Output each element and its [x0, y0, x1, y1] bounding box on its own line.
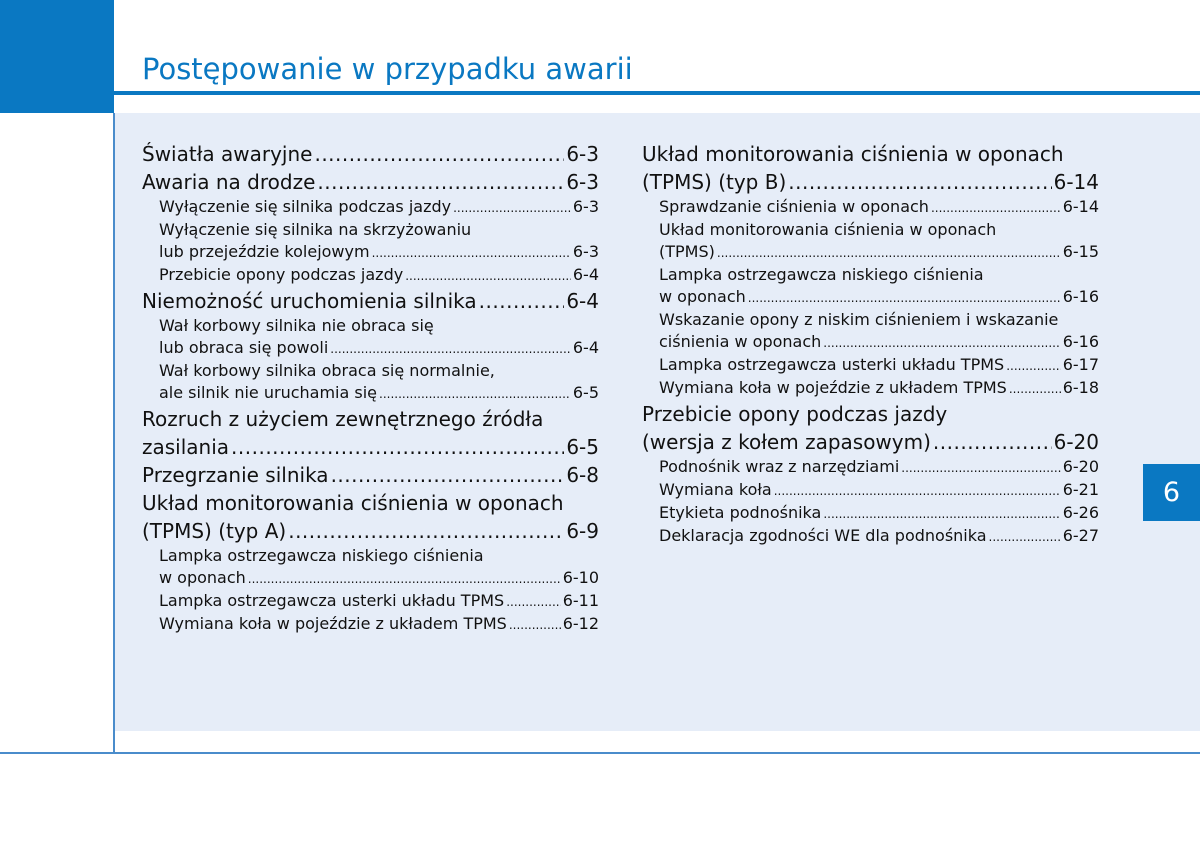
toc-entry-page: 6-27 [1062, 526, 1099, 545]
toc-entry-title: w oponach [659, 287, 746, 306]
toc-entry-title: Deklaracja zgodności WE dla podnośnika [659, 526, 987, 545]
toc-entry-page: 6-14 [1053, 170, 1099, 194]
toc-subentry[interactable] [142, 360, 599, 405]
toc-entry-title-line: Układ monitorowania ciśnienia w oponach [659, 220, 997, 239]
toc-subentry[interactable] [142, 590, 599, 613]
toc-entry-page: 6-4 [566, 289, 599, 313]
bottom-divider [0, 752, 1200, 754]
toc-entry-title: Wymiana koła [659, 480, 772, 499]
leader-dots [1009, 377, 1061, 400]
title-divider [114, 91, 1200, 95]
toc-subentry[interactable] [142, 196, 599, 219]
leader-dots [453, 196, 571, 219]
toc-entry-title: Światła awaryjne [142, 142, 313, 166]
toc-entry-page: 6-8 [566, 463, 599, 487]
toc-entry-title-line: Wskazanie opony z niskim ciśnieniem i wskazanie [659, 310, 1059, 329]
toc-subentry[interactable] [642, 196, 1099, 219]
toc-subentry[interactable] [642, 309, 1099, 354]
toc-subentry[interactable] [642, 377, 1099, 400]
toc-entry-title-line: Lampka ostrzegawcza niskiego ciśnienia [659, 265, 984, 284]
toc-entry-title: Przegrzanie silnika [142, 463, 329, 487]
toc-entry-title: Awaria na drodze [142, 170, 316, 194]
leader-dots [509, 613, 561, 636]
toc-entry-title: zasilania [142, 435, 230, 459]
page-title: Postępowanie w przypadku awarii [142, 52, 633, 86]
toc-entry-title-line: Wyłączenie się silnika na skrzyżowaniu [159, 220, 472, 239]
toc-entry-page: 6-10 [562, 568, 599, 587]
leader-dots [330, 337, 571, 360]
toc-entry-title-line: Wał korbowy silnika obraca się normalnie, [159, 361, 495, 380]
toc-entry[interactable] [142, 461, 599, 489]
toc-entry-title: Wymiana koła w pojeździe z układem TPMS [159, 614, 507, 633]
toc-entry-title: ale silnik nie uruchamia się [159, 383, 378, 402]
toc-entry-title-line: Układ monitorowania ciśnienia w oponach [642, 142, 1064, 166]
toc-entry-page: 6-4 [572, 265, 599, 284]
toc-entry-page: 6-16 [1062, 332, 1099, 351]
toc-entry[interactable] [142, 140, 599, 168]
leader-dots [931, 196, 1061, 219]
toc-entry-page: 6-3 [572, 242, 599, 261]
toc-entry-page: 6-3 [572, 197, 599, 216]
leader-dots [823, 331, 1060, 354]
toc-entry-page: 6-20 [1062, 457, 1099, 476]
toc-entry-page: 6-17 [1062, 355, 1099, 374]
leader-dots [1006, 354, 1061, 377]
toc-subentry[interactable] [642, 479, 1099, 502]
leader-dots [479, 287, 565, 315]
toc-entry-title: Etykieta podnośnika [659, 503, 822, 522]
toc-entry[interactable] [142, 489, 599, 545]
toc-entry-page: 6-9 [566, 519, 599, 543]
toc-entry-title: (TPMS) (typ B) [642, 170, 787, 194]
toc-entry-page: 6-16 [1062, 287, 1099, 306]
toc-entry[interactable] [642, 140, 1099, 196]
corner-color-block [0, 0, 114, 113]
toc-entry-page: 6-20 [1053, 430, 1099, 454]
toc-entry-title: ciśnienia w oponach [659, 332, 822, 351]
toc-subentry[interactable] [642, 219, 1099, 264]
leader-dots [331, 461, 565, 489]
toc-entry-title: Lampka ostrzegawcza usterki układu TPMS [659, 355, 1005, 374]
toc-entry-title-line: Układ monitorowania ciśnienia w oponach [142, 491, 564, 515]
toc-entry-title-line: Przebicie opony podczas jazdy [642, 402, 948, 426]
chapter-tab[interactable]: 6 [1143, 464, 1200, 521]
leader-dots [405, 264, 571, 287]
toc-entry-page: 6-5 [572, 383, 599, 402]
toc-entry-title-line: Lampka ostrzegawcza niskiego ciśnienia [159, 546, 484, 565]
toc-entry-page: 6-21 [1062, 480, 1099, 499]
leader-dots [506, 590, 561, 613]
leader-dots [748, 286, 1061, 309]
leader-dots [372, 241, 571, 264]
toc-entry-title: Niemożność uruchomienia silnika [142, 289, 477, 313]
toc-subentry[interactable] [142, 315, 599, 360]
leader-dots [317, 168, 564, 196]
toc-entry-title: Wymiana koła w pojeździe z układem TPMS [659, 378, 1007, 397]
toc-entry-page: 6-3 [566, 142, 599, 166]
toc-entry-title: w oponach [159, 568, 246, 587]
toc-subentry[interactable] [642, 264, 1099, 309]
leader-dots [901, 456, 1060, 479]
toc-entry-title: lub obraca się powoli [159, 338, 329, 357]
toc-entry-page: 6-15 [1062, 242, 1099, 261]
toc-entry[interactable] [642, 400, 1099, 456]
leader-dots [774, 479, 1061, 502]
leader-dots [717, 241, 1061, 264]
toc-subentry[interactable] [142, 219, 599, 264]
leader-dots [314, 140, 564, 168]
toc-entry-page: 6-26 [1062, 503, 1099, 522]
toc-entry[interactable] [142, 405, 599, 461]
toc-entry-title: (TPMS) [659, 242, 715, 261]
toc-entry-title: Wyłączenie się silnika podczas jazdy [159, 197, 452, 216]
toc-entry-page: 6-5 [566, 435, 599, 459]
toc-entry-page: 6-11 [562, 591, 599, 610]
toc-entry-title-line: Wał korbowy silnika nie obraca się [159, 316, 434, 335]
toc-entry-page: 6-14 [1062, 197, 1099, 216]
leader-dots [823, 502, 1060, 525]
toc-subentry[interactable] [142, 264, 599, 287]
toc-entry-title: Przebicie opony podczas jazdy [159, 265, 404, 284]
leader-dots [788, 168, 1051, 196]
toc-entry-title: Podnośnik wraz z narzędziami [659, 457, 900, 476]
toc-entry-page: 6-3 [566, 170, 599, 194]
leader-dots [989, 525, 1061, 548]
toc-right-column [642, 140, 1099, 548]
toc-subentry[interactable] [142, 545, 599, 590]
toc-subentry[interactable] [642, 354, 1099, 377]
toc-subentry[interactable] [642, 502, 1099, 525]
toc-subentry[interactable] [642, 525, 1099, 548]
toc-entry-title: Lampka ostrzegawcza usterki układu TPMS [159, 591, 505, 610]
leader-dots [231, 433, 564, 461]
toc-entry-title-line: Rozruch z użyciem zewnętrznego źródła [142, 407, 544, 431]
leader-dots [933, 428, 1052, 456]
toc-entry-title: (wersja z kołem zapasowym) [642, 430, 931, 454]
toc-left-column [142, 140, 599, 636]
toc-entry-title: lub przejeździe kolejowym [159, 242, 370, 261]
leader-dots [379, 382, 571, 405]
toc-entry[interactable] [142, 168, 599, 196]
left-divider [113, 113, 115, 754]
toc-subentry[interactable] [142, 613, 599, 636]
toc-entry-page: 6-12 [562, 614, 599, 633]
toc-entry-page: 6-4 [572, 338, 599, 357]
toc-entry[interactable] [142, 287, 599, 315]
toc-subentry[interactable] [642, 456, 1099, 479]
leader-dots [288, 517, 564, 545]
toc-entry-title: Sprawdzanie ciśnienia w oponach [659, 197, 929, 216]
toc-entry-title: (TPMS) (typ A) [142, 519, 287, 543]
leader-dots [248, 567, 561, 590]
toc-entry-page: 6-18 [1062, 378, 1099, 397]
